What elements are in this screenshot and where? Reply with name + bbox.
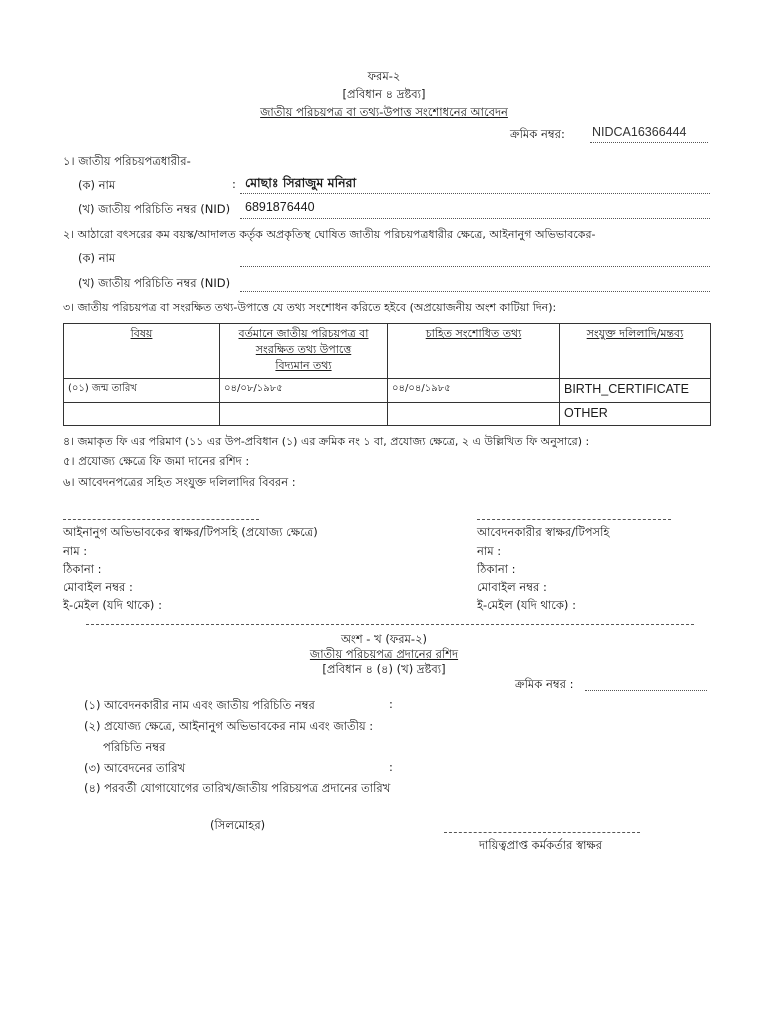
header-requested-info: চাহিত সংশোধিত তথ্য [388, 324, 560, 379]
receipt-item1-colon: : [389, 697, 393, 711]
guardian-signature-label: আইনানুগ অভিভাবকের স্বাক্ষর/টিপসহি (প্রযোজ্য ক্ষেত্রে) [63, 525, 318, 539]
section5-text: ৫। প্রযোজ্য ক্ষেত্রে ফি জমা দানের রশিদ : [63, 454, 250, 468]
guardian-block-name: নাম : [63, 544, 88, 558]
section2-heading: ২। আঠারো বৎসরের কম বয়স্ক/আদালত কর্তৃক অপ্রকৃতিস্থ ঘোষিত জাতীয় পরিচয়পত্রধারীর ক্ষেত্রে, আইনানুগ অভিভাবকের- [63, 228, 596, 241]
applicant-block-name: নাম : [477, 544, 502, 558]
guardian-name-dotline [240, 266, 710, 267]
form-title-text: জাতীয় পরিচয়পত্র বা তথ্য-উপাত্ত সংশোধনের আবেদন [260, 105, 508, 119]
section3-heading: ৩। জাতীয় পরিচয়পত্র বা সংরক্ষিত তথ্য-উপাত্তে যে তথ্য সংশোধন করিতে হইবে (অপ্রয়োজনীয় অংশ কাটিয়া দিন): [63, 301, 557, 314]
receipt-item4: (৪) পরবর্তী যোগাযোগের তারিখ/জাতীয় পরিচয়পত্র প্রদানের তারিখ [84, 781, 391, 795]
header-subject: বিষয় [64, 324, 220, 379]
receipt-rule-reference: [প্রবিধান ৪ (৪) (খ) দ্রষ্টব্য] [322, 662, 446, 676]
section6-text: ৬। আবেদনপত্রের সহিত সংযুক্ত দলিলাদির বিবরন : [63, 475, 296, 489]
guardian-block-address: ঠিকানা : [63, 562, 102, 576]
officer-signature-label: দায়িত্বপ্রাপ্ত কর্মকর্তার স্বাক্ষর [479, 838, 603, 852]
section1-heading: ১। জাতীয় পরিচয়পত্রধারীর- [63, 154, 191, 168]
cell-requested [388, 403, 560, 426]
guardian-nid-label: (খ) জাতীয় পরিচিতি নম্বর (NID) [78, 276, 231, 290]
holder-nid-dotline [240, 218, 710, 219]
holder-nid-value: 6891876440 [245, 200, 315, 214]
guardian-nid-dotline [240, 291, 710, 292]
seal-label: (সিলমোহর) [210, 818, 266, 832]
form-number: ফরম-২ [367, 69, 401, 83]
holder-name-value: মোছাঃ সিরাজুম মনিরা [245, 175, 357, 190]
receipt-item3: (৩) আবেদনের তারিখ [84, 761, 186, 775]
cut-line [86, 624, 694, 625]
cell-requested: ০৪/০৪/১৯৮৫ [388, 379, 560, 403]
receipt-title-text: জাতীয় পরিচয়পত্র প্রদানের রশিদ [309, 647, 459, 661]
section4-text: ৪। জমাকৃত ফি এর পরিমাণ (১১ এর উপ-প্রবিধান (১) এর ক্রমিক নং ১ বা, প্রযোজ্য ক্ষেত্রে, ২ এ উল্লিখিত ফি অনুসারে) : [63, 435, 590, 448]
cell-attachment: BIRTH_CERTIFICATE [560, 379, 711, 403]
receipt-serial-dotline [585, 690, 707, 691]
cell-subject: (০১) জন্ম তারিখ [64, 379, 220, 403]
holder-name-colon: : [232, 177, 236, 191]
applicant-block-address: ঠিকানা : [477, 562, 516, 576]
holder-name-dotline [240, 193, 710, 194]
cell-subject [64, 403, 220, 426]
correction-table [63, 323, 711, 426]
receipt-serial-label: ক্রমিক নম্বর : [515, 677, 574, 691]
cell-current [220, 403, 388, 426]
serial-dotline [590, 142, 708, 143]
table-row [64, 379, 711, 403]
receipt-item2-cont: পরিচিতি নম্বর [103, 740, 166, 754]
cell-current: ০৪/০৮/১৯৮৫ [220, 379, 388, 403]
form-title [0, 104, 768, 123]
officer-signature-line [444, 832, 640, 833]
guardian-name-label: (ক) নাম [78, 251, 116, 265]
serial-label: ক্রমিক নম্বর: [510, 127, 565, 141]
cell-attachment: OTHER [560, 403, 711, 426]
applicant-signature-line [477, 519, 671, 520]
rule-reference: [প্রবিধান ৪ দ্রষ্টব্য] [342, 87, 426, 101]
applicant-signature-label: আবেদনকারীর স্বাক্ষর/টিপসহি [477, 525, 610, 539]
receipt-item1: (১) আবেদনকারীর নাম এবং জাতীয় পরিচিতি নম্বর [84, 698, 315, 712]
guardian-block-mobile: মোবাইল নম্বর : [63, 580, 133, 594]
table-row [64, 403, 711, 426]
table-header-row [64, 324, 711, 379]
header-current-info: বর্তমানে জাতীয় পরিচয়পত্র বা সংরক্ষিত তথ্য উপাত্তে বিদ্যমান তথ্য [220, 324, 388, 379]
applicant-block-email: ই-মেইল (যদি থাকে) : [477, 598, 576, 612]
receipt-part: অংশ - খ (ফরম-২) [340, 632, 428, 646]
header-attachments: সংযুক্ত দলিলাদি/মন্তব্য [560, 324, 711, 379]
receipt-item3-colon: : [389, 760, 393, 774]
guardian-block-email: ই-মেইল (যদি থাকে) : [63, 598, 162, 612]
holder-name-label: (ক) নাম [78, 178, 116, 192]
receipt-item2: (২) প্রযোজ্য ক্ষেত্রে, আইনানুগ অভিভাবকের নাম এবং জাতীয় : [84, 719, 374, 733]
serial-value: NIDCA16366444 [592, 125, 687, 139]
applicant-block-mobile: মোবাইল নম্বর : [477, 580, 547, 594]
guardian-signature-line [63, 519, 259, 520]
holder-nid-label: (খ) জাতীয় পরিচিতি নম্বর (NID) [78, 202, 231, 216]
